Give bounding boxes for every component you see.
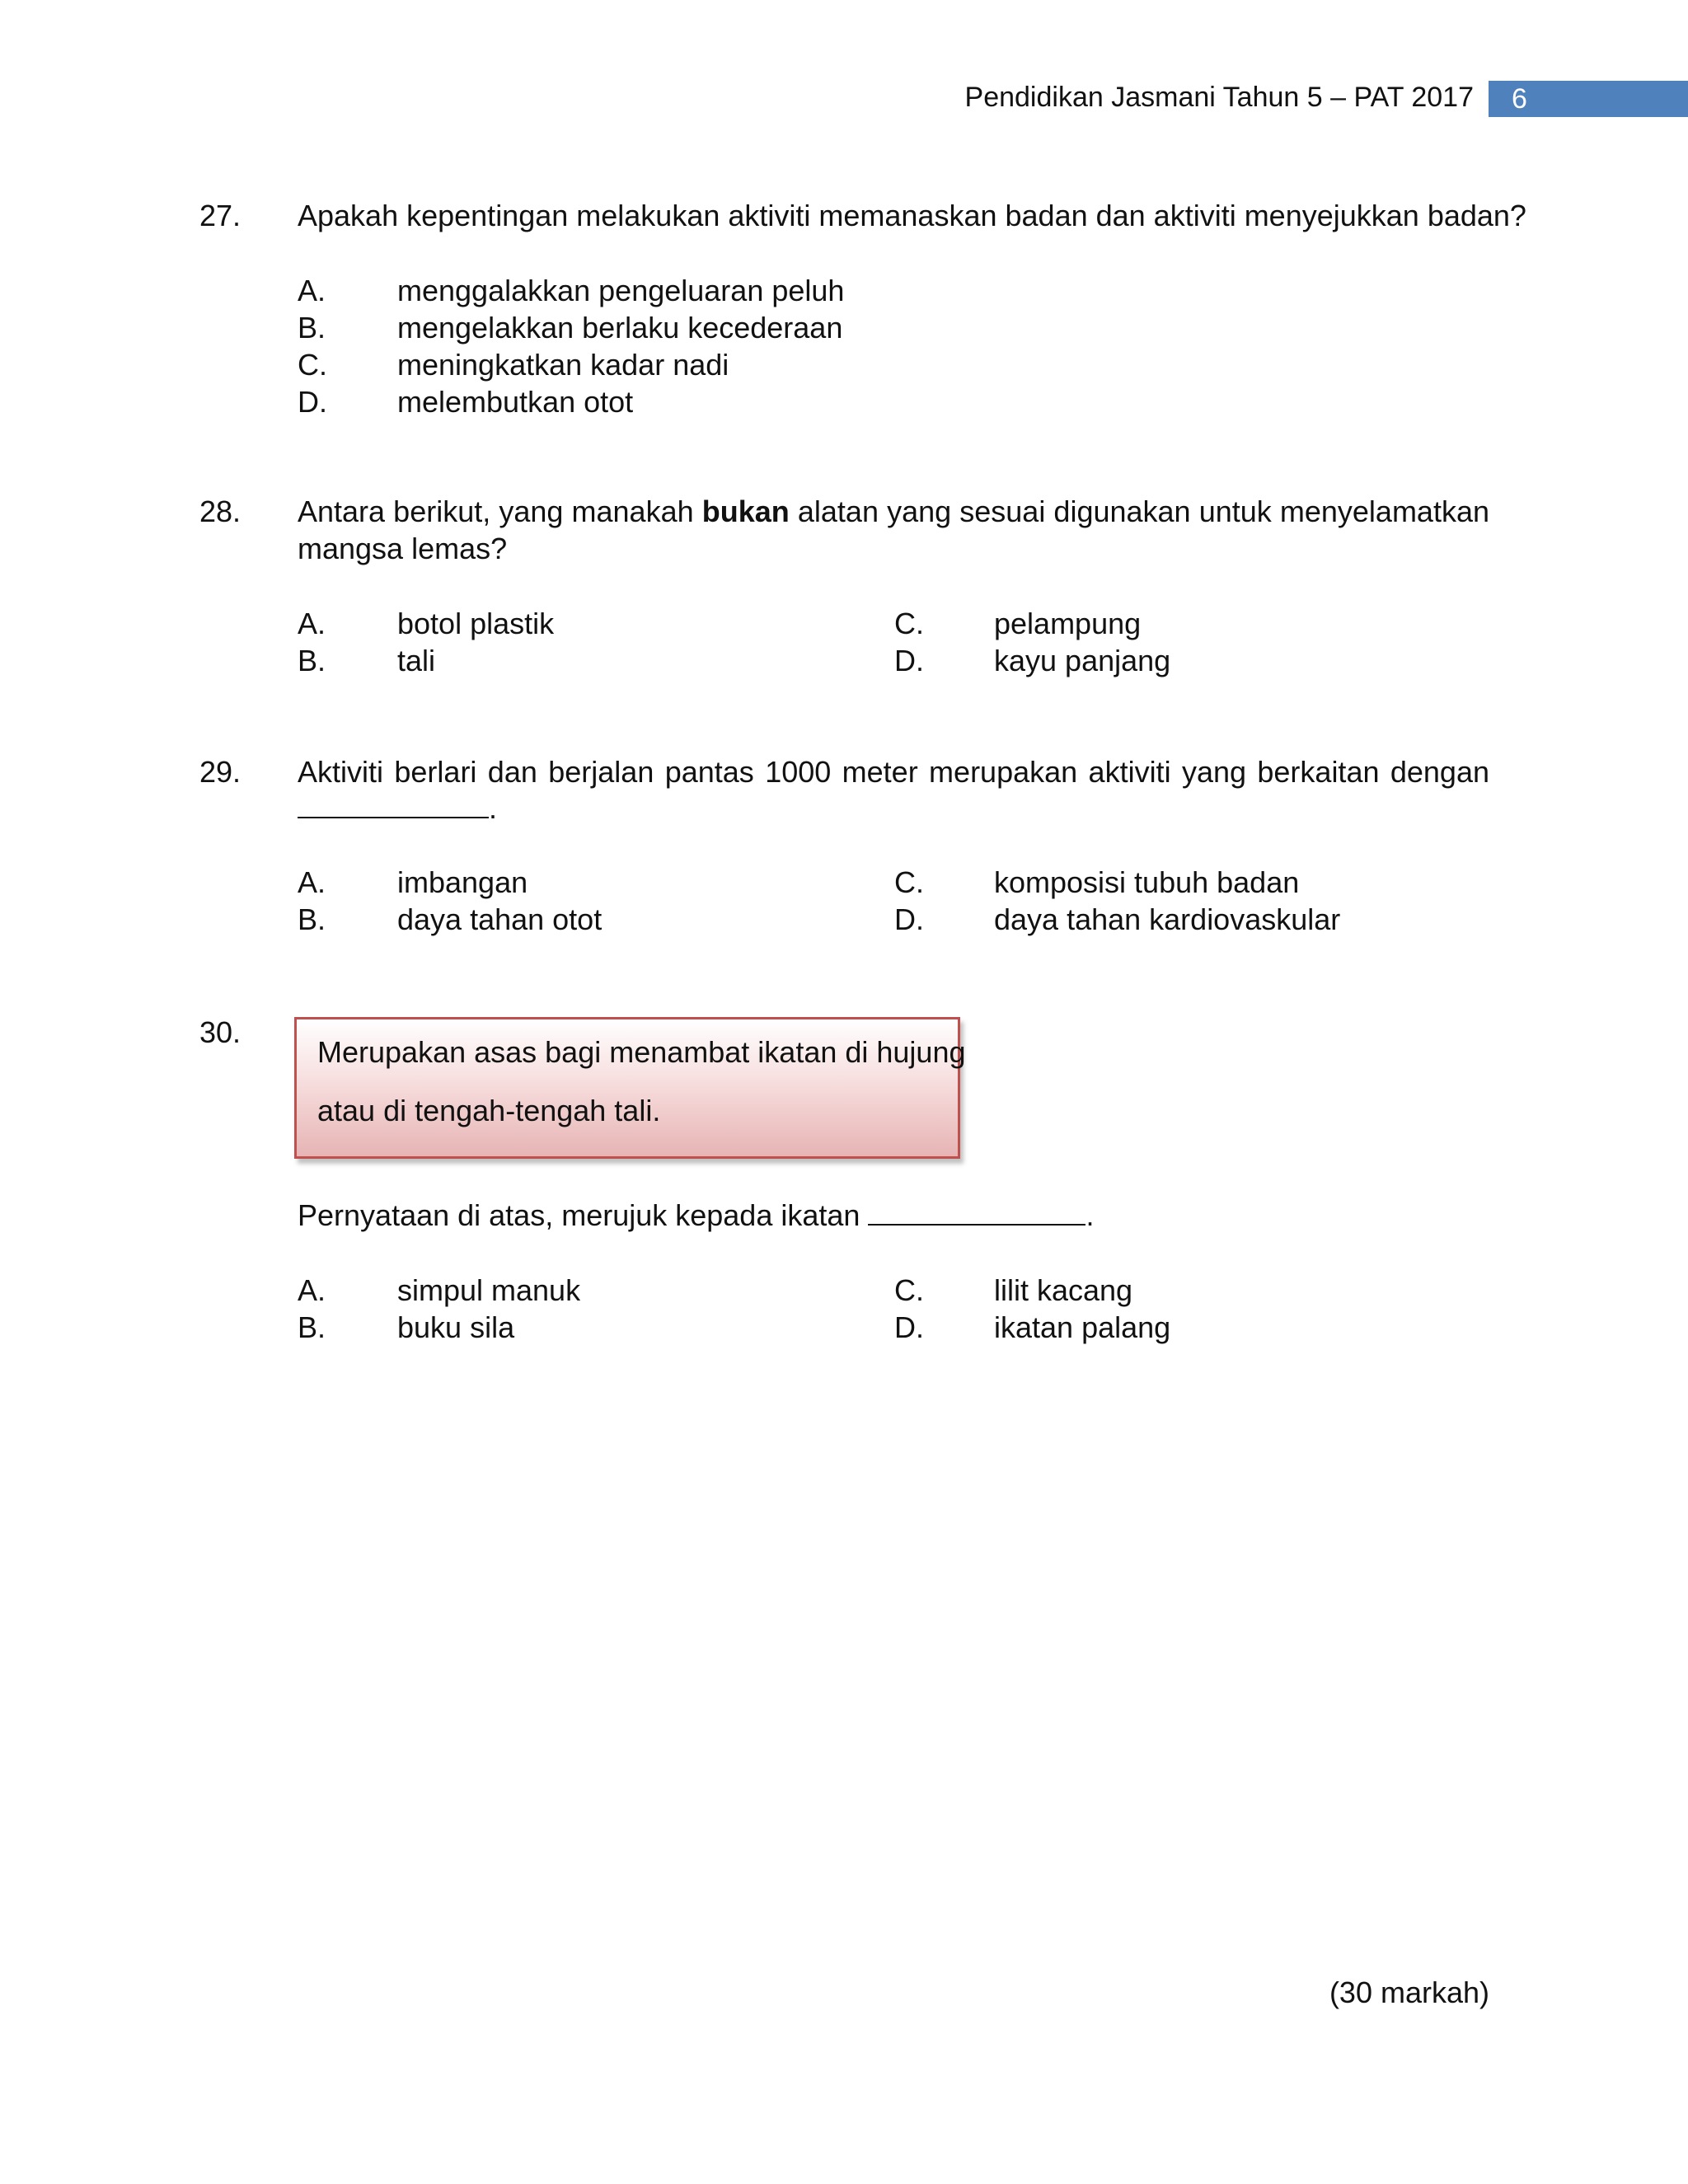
page-number-tab [1489,81,1688,117]
total-marks: (30 markah) [1329,1975,1489,2009]
option-text: daya tahan otot [397,902,603,936]
option-text: kayu panjang [994,644,1171,677]
option-letter: B. [298,311,326,344]
statement-line-2: atau di tengah-tengah tali. [317,1094,661,1127]
option-text: botol plastik [397,607,555,640]
option-text: pelampung [994,607,1142,640]
option-letter: B. [298,1310,326,1344]
question-text-line-2: mangsa lemas? [298,532,508,565]
question-text-part: Antara berikut, yang manakah [298,494,694,528]
option-letter: C. [894,865,924,899]
option-text: buku sila [397,1310,515,1344]
page-header-title: Pendidikan Jasmani Tahun 5 – PAT 2017 [964,82,1474,113]
option-letter: A. [298,1273,326,1307]
question-text-line: Pernyataan di atas, merujuk kepada ikatan . [298,1198,1095,1232]
option-letter: B. [298,644,326,677]
question-emphasis: bukan [701,494,790,528]
option-text: daya tahan kardiovaskular [994,902,1341,936]
option-text: komposisi tubuh badan [994,865,1300,899]
statement-line-1: Merupakan asas bagi menambat ikatan di hujung [317,1035,966,1069]
question-number: 30. [199,1015,241,1049]
answer-blank: . [298,790,497,827]
question-text-line-1 [298,493,1489,531]
statement-box [294,1017,966,1159]
question-text: Apakah kepentingan melakukan aktiviti memanaskan badan dan aktiviti menyejukkan badan? [298,199,1526,232]
option-letter: D. [298,385,327,419]
option-text: tali [397,644,436,677]
answer-blank [868,1199,1085,1226]
option-text: menggalakkan pengeluaran peluh [397,274,845,307]
option-text: meningkatkan kadar nadi [397,348,729,382]
question-number: 29. [199,755,241,789]
option-text: melembutkan otot [397,385,634,419]
option-letter: C. [894,1273,924,1307]
question-text: Pernyataan di atas, merujuk kepada ikatan [298,1198,860,1232]
option-letter: A. [298,607,326,640]
option-letter: A. [298,274,326,307]
question-text-part: alatan yang sesuai digunakan untuk menyelamatkan [797,494,1489,528]
option-letter: C. [298,348,327,382]
question-number: 27. [199,199,241,232]
question-number: 28. [199,494,241,528]
option-text: lilit kacang [994,1273,1133,1307]
option-letter: D. [894,1310,924,1344]
page-number: 6 [1512,83,1527,115]
option-letter: A. [298,865,326,899]
option-text: simpul manuk [397,1273,581,1307]
option-letter: C. [894,607,924,640]
option-text: mengelakkan berlaku kecederaan [397,311,843,344]
option-text: ikatan palang [994,1310,1171,1344]
option-letter: B. [298,902,326,936]
option-text: imbangan [397,865,528,899]
option-letter: D. [894,644,924,677]
question-text: Aktiviti berlari dan berjalan pantas 1000 meter merupakan aktiviti yang berkaitan dengan [298,755,1489,789]
option-letter: D. [894,902,924,936]
